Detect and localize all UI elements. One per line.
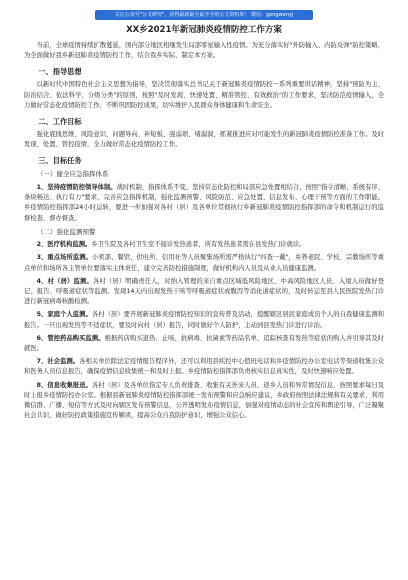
task-item: [24, 357, 384, 377]
promo-banner[interactable]: 关注公众号"公文研究"，获得最新最全最齐全的公文资料库！ 微信：gongwenyj: [95, 10, 313, 20]
task-item-lead: 3、重点场所监测。: [36, 254, 92, 262]
section-heading-tasks: 三、目标任务: [38, 156, 82, 166]
task-item-body: 各村（居）要开展新冠肺炎疫情防控知识的宣传普及活动，提醒辖区居民家庭成员个人的自我健康监测和报告。一旦出现发热等不适症状，要及时向村（居）报告，同时做好个人防护，主动到县发热门诊进行诊治。: [24, 311, 385, 329]
task-item: [24, 334, 384, 354]
task-item-body: 各相关单位除法定疫情报告程序外，还可以利用县疾控中心值班电话和乡疫情防控办公室电话等渠道收集公众和医务人员信息报告，确保疫情信息收集统一和及时上报。乡疫情防控指挥部负责核实信息真实性，及时快速响应处置。: [24, 358, 385, 376]
task-item: [24, 277, 384, 308]
task-item-lead: 7、社会监测。: [36, 358, 80, 366]
intro-paragraph: 当前，全球疫情持续扩散蔓延，国内部分地区相继发生局部零星输入性疫情。为充分落实好"外防输入、内防反弹"防控策略，为全面做好我乡新冠肺炎疫情防控工作，结合我乡实际，制定本方案。: [24, 42, 384, 60]
task-item-body: 乡卫生院及各村卫生室不接诊发热患者，所有发热患者需在县发热门诊就诊。: [91, 241, 306, 249]
task-item-lead: 6、管控药品购买监测。: [36, 334, 105, 342]
section-heading-guiding: 一、指导思想: [38, 67, 82, 77]
task-item: [24, 310, 384, 330]
task-item-lead: 8、信息收集报送。: [36, 381, 92, 389]
task-item: [24, 253, 384, 273]
task-item-lead: 1、坚持疫情防控领导体制。: [36, 183, 117, 191]
subsection-heading-command: （一）健全应急指挥体系: [37, 170, 109, 179]
guiding-paragraph: 以新时代中国特色社会主义思想为指导，坚决贯彻落实总书记关于新冠肺炎疫情防控一系列重要讲话精神，坚持"预防为主、防治结合、依法科学、分级分类"的原则，按照"及时发现、快速处置、精准管控、有效救治"的工作要求，坚决防范疫情输入，全力做好常态化疫情防控工作，不断巩固防控成果，切实维护人民群众身体健康和生命安全。: [24, 81, 384, 109]
subsection-heading-monitoring: （二）强化监测预警: [37, 227, 96, 236]
task-item-lead: 2、医疗机构监测。: [36, 241, 92, 249]
task-item: [24, 381, 384, 422]
task-item-body: 各村（居）及各单位指定专人负责排查、收集有关外来人员、返乡人员和异常情况信息，按照要求每日及时上报乡疫情防控办公室。根据县新冠肺炎疫情防控指挥部统一发布预警和应急响应建议，乡政府按照法律法规和有关要求，利用微信群、广播、短信等方式及时向辖区发布预警信息，公开透明发布疫情信息，加强对疫情动态的社会宣传和舆论引导，广泛凝聚社会共识，做好防控政策措施宣传解读，提高公众自我防护意识，增强公众信心。: [24, 381, 385, 420]
task-item: [24, 240, 384, 250]
task-item: [24, 183, 384, 224]
task-item-body: 根据药店购买退热、止咳、抗病毒、抗菌素等药品名单，追踪核查有发热等症状的购人并引导其及时就医。: [24, 334, 385, 353]
task-item-lead: 4、村（居）监测。: [36, 277, 93, 285]
task-item-body: 各村（居）明确责任人，对纳入管理的来自重点区域低风险地区、中高风险地区人员、入境人员做好登记、报告、呼吸道症状等监测。发现14天内出现发热干咳等呼吸道症状或腹泻等消化道症状的，及时转运至县人民医院发热门诊进行新冠病毒核酸检测。: [24, 277, 385, 306]
goals-paragraph: 强化底线思维、风险意识，问题导向、补短板、强弱项、堵漏洞，抓紧推进应对可能发生的新冠肺炎疫情防控准备工作。及时发现、处置、管控疫情，全力做好常态化疫情防控工作。: [24, 131, 384, 149]
document-title: XX乡2021年新冠肺炎疫情防控工作方案: [126, 25, 282, 35]
task-item-lead: 5、家庭个人监测。: [36, 311, 92, 319]
task-item-body: 战时机制、指挥体系不变，坚持常态化防控和局部应急处置相结合，按照"指令清晰、系统有序、条块畅达、执行有力"要求，完善应急指挥机制，强化监测预警、风险防范、应急处置、信息发布、心理干预等方面的工作职能。乡疫情防控指挥部24小时运转，要进一步加强对各村（居）及各单位贯彻执行乡新冠肺炎疫情防控指挥部的命令和机制运行的监督检查、督办督查。: [24, 183, 384, 222]
section-heading-goals: 二、工作目标: [38, 117, 82, 127]
task-item-body: 小卖部、餐馆、供电所、信用社等人员聚集场所需严格执行"四查一戴"，乡养老院、学校、宗教场所等重点单位和场所各主管单位要落实主体责任，建立完善防控措施制度，做好机构内人员及从业人员健康监测。: [24, 254, 384, 272]
